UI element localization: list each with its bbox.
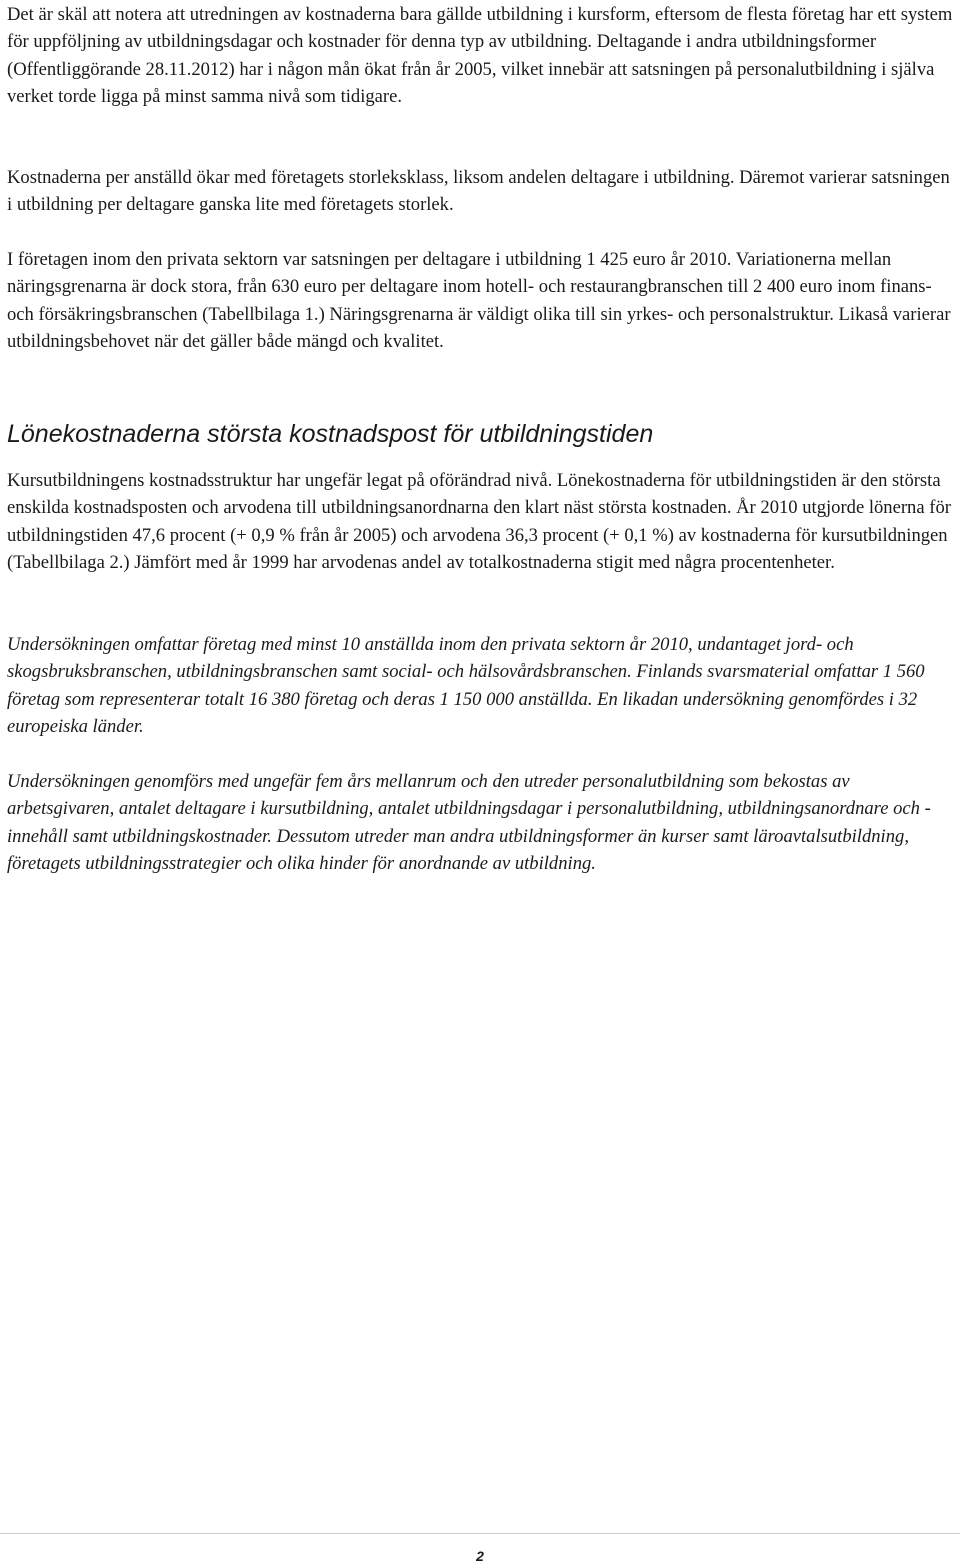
section-heading: Lönekostnaderna största kostnadspost för utbildningstiden [7, 420, 654, 448]
body-paragraph-1: Det är skäl att notera att utredningen av kostnaderna bara gällde utbildning i kursform, eftersom de flesta företag har ett system för uppföljning av utbildningsdagar och kostnader för denna typ av utbildning. Deltagande i andra utbildningsformer (Offentliggörande 28.11.2012) har i någon mån ökat från år 2005, vilket innebär att satsningen på personalutbildning i själva verket torde ligga på minst samma nivå som tidigare. [7, 4, 953, 108]
italic-note-1: Undersökningen omfattar företag med minst 10 anställda inom den privata sektorn år 2010, undantaget jord- och skogsbruksbranschen, utbildningsbranschen samt social- och hälsovårdsbranschen. Finlands svarsmaterial omfattar 1 560 företag som representerar totalt 16 380 företag och deras 1 150 000 anställda. En likadan undersökning genomfördes i 32 europeiska länder. [7, 634, 925, 738]
page-number: 2 [476, 1548, 484, 1564]
body-paragraph-4: Kursutbildningens kostnadsstruktur har ungefär legat på oförändrad nivå. Lönekostnaderna för utbildningstiden är den största enskilda kostnadsposten och arvodena till utbildningsanordnarna den klart näst största kostnaden. År 2010 utgjorde lönerna för utbildningstiden 47,6 procent (+ 0,9 % från år 2005) och arvodena 36,3 procent (+ 0,1 %) av kostnaderna för kursutbildningen (Tabellbilaga 2.) Jämfört med år 1999 har arvodenas andel av totalkostnaderna stigit med några procentenheter. [7, 470, 951, 574]
italic-note-2: Undersökningen genomförs med ungefär fem års mellanrum och den utreder personalutbildning som bekostas av arbetsgivaren, antalet deltagare i kursutbildning, antalet utbildningsdagar i personalutbildning, utbildningsanordnare och -innehåll samt utbildningskostnader. Dessutom utreder man andra utbildningsformer än kurser samt läroavtalsutbildning, företagets utbildningsstrategier och olika hinder för anordnande av utbildning. [7, 771, 931, 875]
body-paragraph-3: I företagen inom den privata sektorn var satsningen per deltagare i utbildning 1 425 euro år 2010. Variationerna mellan näringsgrenarna är dock stora, från 630 euro per deltagare inom hotell- och restaurangbranschen till 2 400 euro inom finans- och försäkringsbranschen (Tabellbilaga 1.) Näringsgrenarna är väldigt olika till sin yrkes- och personalstruktur. Likaså varierar utbildningsbehovet när det gäller både mängd och kvalitet. [7, 249, 951, 353]
body-paragraph-2: Kostnaderna per anställd ökar med företagets storleksklass, liksom andelen deltagare i utbildning. Däremot varierar satsningen i utbildning per deltagare ganska lite med företagets storlek. [7, 167, 950, 216]
footer-divider [0, 1533, 960, 1534]
